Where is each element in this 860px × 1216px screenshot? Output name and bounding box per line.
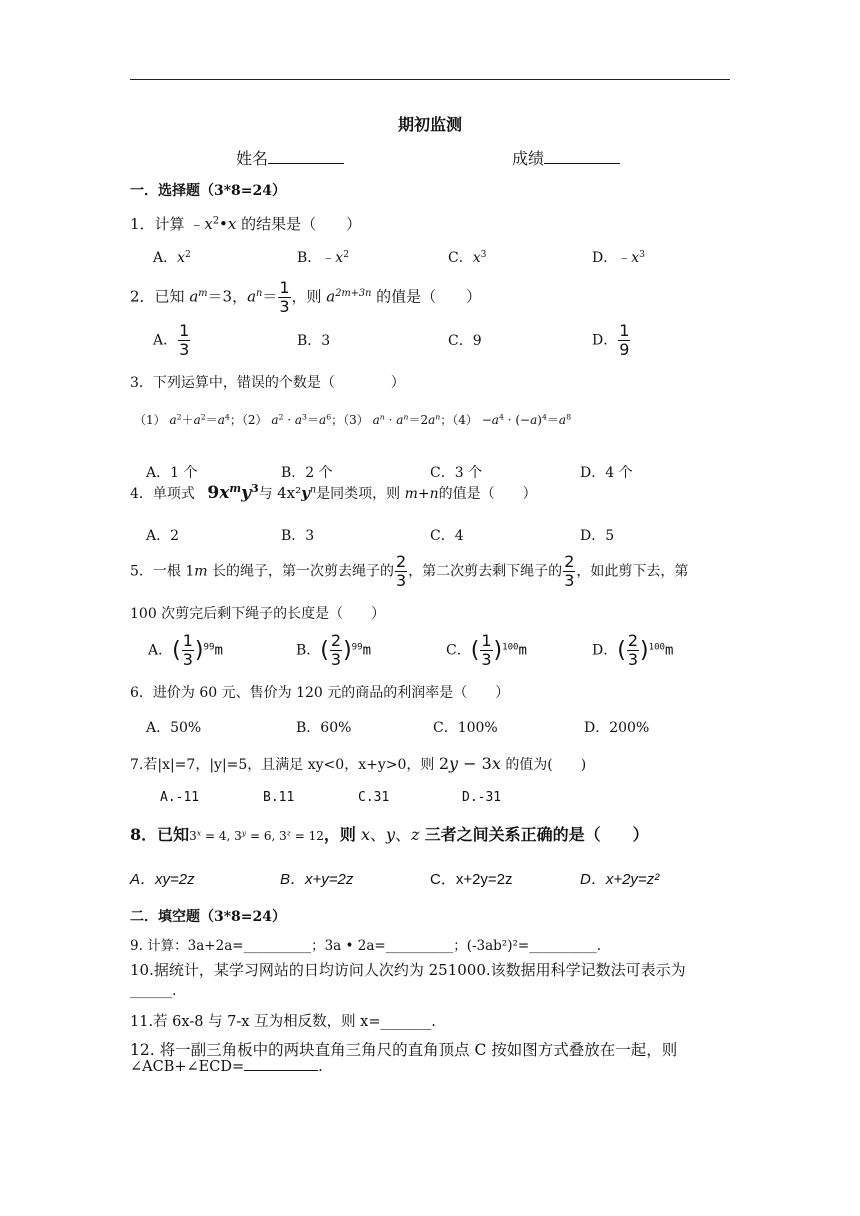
score-field[interactable] bbox=[512, 146, 620, 169]
name-blank[interactable] bbox=[268, 163, 344, 164]
q12-answer-blank[interactable] bbox=[244, 1070, 318, 1071]
q6-option-a[interactable]: A．50% bbox=[146, 720, 202, 736]
question-3: 3．下列运算中，错误的个数是（ ） bbox=[130, 375, 405, 391]
question-7: 7.若|x|=7，|y|=5，且满足 xy<0，x+y>0，则 2y − 3x 的值为( ) bbox=[130, 754, 587, 773]
q6-option-b[interactable]: B．60% bbox=[296, 720, 352, 736]
q7-option-a[interactable]: A.-11 bbox=[160, 790, 200, 805]
q5-option-a[interactable]: A．( $\frac{1}{3}$ )$^{99}$m bbox=[148, 631, 223, 669]
q7-option-b[interactable]: B.11 bbox=[263, 790, 295, 805]
q2-tail: 的值是（ ） bbox=[376, 287, 482, 306]
section-choice-heading: 一．选择题（3*8=24） bbox=[130, 183, 287, 199]
question-12-line-1: 12. 将一副三角板中的两块直角三角尺的直角顶点 C 按如图方式叠放在一起，则 bbox=[130, 1041, 678, 1059]
q5-option-d[interactable]: D．( $\frac{2}{3}$ )$^{100}$m bbox=[592, 631, 674, 669]
q8-option-d[interactable]: D．x+2y=z² bbox=[580, 871, 660, 888]
q2-option-c[interactable]: C．9 bbox=[448, 333, 482, 349]
question-2: 2．已知 $a^m=3$，$a^n=$ $\frac{1}{3}$ ，则 $a^{2m+3n}$ 的值是（ ） bbox=[130, 278, 482, 316]
score-label: 成绩 bbox=[512, 149, 545, 168]
q4-option-b[interactable]: B．3 bbox=[281, 528, 315, 544]
q1-option-d[interactable]: D．$﹣x^3$ bbox=[592, 250, 645, 266]
top-rule bbox=[130, 79, 730, 80]
q8-option-c[interactable]: C．x+2y=2z bbox=[430, 871, 513, 888]
q3-statements: （1） $a^2+a^2=a^4$；（2） $a^2 \cdot a^3=a^6$；（3） $a^n \cdot a^n=2a^n$；$(4) -a^4 \cdot (-a)^4=a^8$ bbox=[134, 412, 572, 427]
q1-expr: $﹣x^2•x$ bbox=[189, 215, 237, 233]
q4-option-c[interactable]: C．4 bbox=[430, 528, 464, 544]
page-title: 期初监测 bbox=[397, 115, 462, 134]
question-6: 6．进价为 60 元、售价为 120 元的商品的利润率是（ ） bbox=[130, 685, 510, 701]
question-10-line-1: 10.据统计，某学习网站的日均访问人次约为 251000.该数据用科学记数法可表示为 bbox=[130, 961, 686, 979]
q1-option-a[interactable]: A．$x^2$ bbox=[153, 250, 191, 266]
q4-option-d[interactable]: D．5 bbox=[580, 528, 615, 544]
question-1 bbox=[130, 213, 361, 234]
q5-line-2: 100 次剪完后剩下绳子的长度是（ ） bbox=[130, 606, 386, 622]
q1-option-b[interactable]: B．$﹣x^2$ bbox=[297, 250, 349, 266]
question-4: 4．单项式 $9x^my^3$与 $4x^2y^n$是同类项，则 m+n的值是（ ） bbox=[130, 481, 537, 503]
question-12-line-2: ∠ACB+∠ECD= . bbox=[130, 1059, 323, 1075]
q3-option-c[interactable]: C．3 个 bbox=[430, 465, 483, 481]
q3-option-b[interactable]: B．2 个 bbox=[281, 465, 333, 481]
q1-option-c[interactable]: C．$x^3$ bbox=[448, 250, 487, 266]
question-5: 5．一根 1m 长的绳子，第一次剪去绳子的 $\frac{2}{3}$ ，第二次剪去剩下绳子的 $\frac{2}{3}$ ，如此剪下去，第 bbox=[130, 552, 689, 590]
question-9: 9. 计算：3a+2a=__________；3a • 2a=__________；(-3ab²)²=__________. bbox=[130, 938, 602, 954]
q5-option-b[interactable]: B．( $\frac{2}{3}$ )$^{99}$m bbox=[296, 631, 372, 669]
question-11: 11.若 6x-8 与 7-x 互为相反数，则 x=_______. bbox=[130, 1014, 436, 1030]
q4-option-a[interactable]: A．2 bbox=[146, 528, 180, 544]
name-label: 姓名 bbox=[236, 149, 269, 168]
q7-option-d[interactable]: D.-31 bbox=[462, 790, 502, 805]
name-field[interactable] bbox=[236, 146, 344, 169]
q2-option-d[interactable]: D． $\frac{1}{9}$ bbox=[592, 321, 630, 359]
q2-option-a[interactable]: A． $\frac{1}{3}$ bbox=[153, 321, 190, 359]
section-fill-heading: 二．填空题（3*8=24） bbox=[130, 909, 287, 925]
q3-option-d[interactable]: D．4 个 bbox=[580, 465, 633, 481]
q8-option-b[interactable]: B．x+y=2z bbox=[280, 871, 354, 888]
score-blank[interactable] bbox=[544, 163, 620, 164]
q1-label: 1．计算 bbox=[130, 215, 185, 233]
q8-option-a[interactable]: A．xy=2z bbox=[130, 871, 195, 888]
q2-option-b[interactable]: B．3 bbox=[297, 333, 331, 349]
q1-tail: 的结果是（ ） bbox=[241, 215, 362, 233]
q3-option-a[interactable]: A．1 个 bbox=[146, 465, 198, 481]
q7-option-c[interactable]: C.31 bbox=[358, 790, 390, 805]
q2-label: 2．已知 bbox=[130, 287, 185, 306]
q6-option-d[interactable]: D．200% bbox=[584, 720, 650, 736]
question-10-line-2: ______. bbox=[130, 983, 177, 999]
q5-option-c[interactable]: C．( $\frac{1}{3}$ )$^{100}$m bbox=[446, 631, 527, 669]
q6-option-c[interactable]: C．100% bbox=[433, 720, 498, 736]
question-8: 8．已知$3^x = 4$, $3^y = 6$, $3^z = 12$，则 x、y、z 三者之间关系正确的是（ ） bbox=[130, 825, 649, 844]
